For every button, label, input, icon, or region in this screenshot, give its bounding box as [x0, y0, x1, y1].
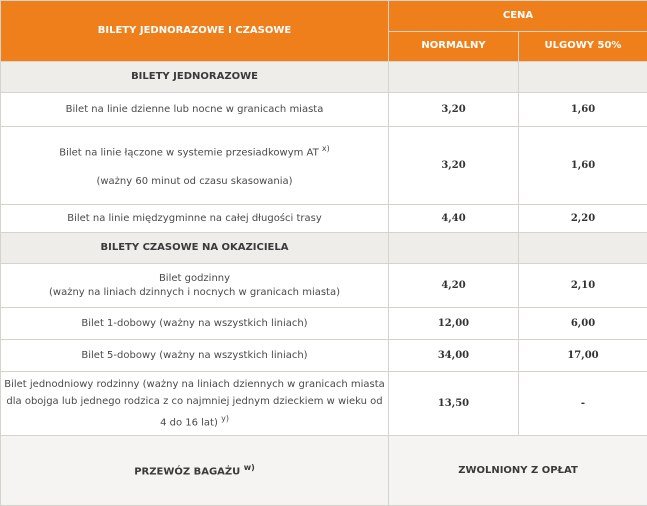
ticket-description [1, 127, 389, 205]
price-reduced: 1,60 [519, 93, 647, 127]
ticket-description-text: Bilet jednodniowy rodzinny (ważny na liniach dziennych w granicach miasta dla obojga lub jednego rodzica z co najmniej jednym dzieckiem w wieku od 4 do 16 lat) [4, 379, 385, 428]
header-reduced: ULGOWY 50% [519, 31, 647, 62]
section-row-time [1, 233, 647, 264]
price-reduced: - [519, 372, 647, 436]
header-price: CENA [389, 1, 647, 32]
price-reduced: 17,00 [519, 340, 647, 372]
price-normal: 3,20 [389, 127, 519, 205]
section-title-single: BILETY JEDNORAZOWE [1, 62, 389, 93]
table-row [1, 205, 647, 233]
footnote-marker: w) [244, 463, 255, 472]
ticket-description: Bilet na linie międzygminne na całej długości trasy [1, 205, 389, 233]
ticket-note: (ważny na liniach dzinnych i nocnych w granicach miasta) [5, 286, 384, 300]
table-row [1, 340, 647, 372]
ticket-description-text: Bilet na linie łączone w systemie przesiadkowym AT [59, 148, 319, 159]
price-normal: 4,20 [389, 264, 519, 308]
baggage-row [1, 436, 647, 506]
ticket-note: (ważny 60 minut od czasu skasowania) [96, 176, 292, 187]
price-reduced: 2,10 [519, 264, 647, 308]
table-row [1, 264, 647, 308]
footnote-marker: y) [221, 414, 229, 423]
header-ticket-type: BILETY JEDNORAZOWE I CZASOWE [1, 1, 389, 62]
ticket-description: Bilet na linie dzienne lub nocne w granicach miasta [1, 93, 389, 127]
price-normal: 13,50 [389, 372, 519, 436]
price-reduced: 2,20 [519, 205, 647, 233]
section-row-single [1, 62, 647, 93]
ticket-description [1, 264, 389, 308]
price-normal: 34,00 [389, 340, 519, 372]
price-normal: 12,00 [389, 308, 519, 340]
section-title-time: BILETY CZASOWE NA OKAZICIELA [1, 233, 389, 264]
baggage-price: ZWOLNIONY Z OPŁAT [389, 436, 647, 506]
price-normal: 4,40 [389, 205, 519, 233]
table-row [1, 372, 647, 436]
table-row [1, 127, 647, 205]
price-normal: 3,20 [389, 93, 519, 127]
footnote-marker: x) [322, 144, 330, 153]
ticket-description-text: Bilet godzinny [5, 272, 384, 286]
header-normal: NORMALNY [389, 31, 519, 62]
price-reduced: 1,60 [519, 127, 647, 205]
price-reduced: 6,00 [519, 308, 647, 340]
ticket-description: Bilet 1-dobowy (ważny na wszystkich liniach) [1, 308, 389, 340]
baggage-label: PRZEWÓZ BAGAŻU $^{w)}$ [1, 436, 389, 506]
table-row [1, 308, 647, 340]
ticket-description: Bilet 5-dobowy (ważny na wszystkich liniach) [1, 340, 389, 372]
ticket-description [1, 372, 389, 436]
table-row [1, 93, 647, 127]
